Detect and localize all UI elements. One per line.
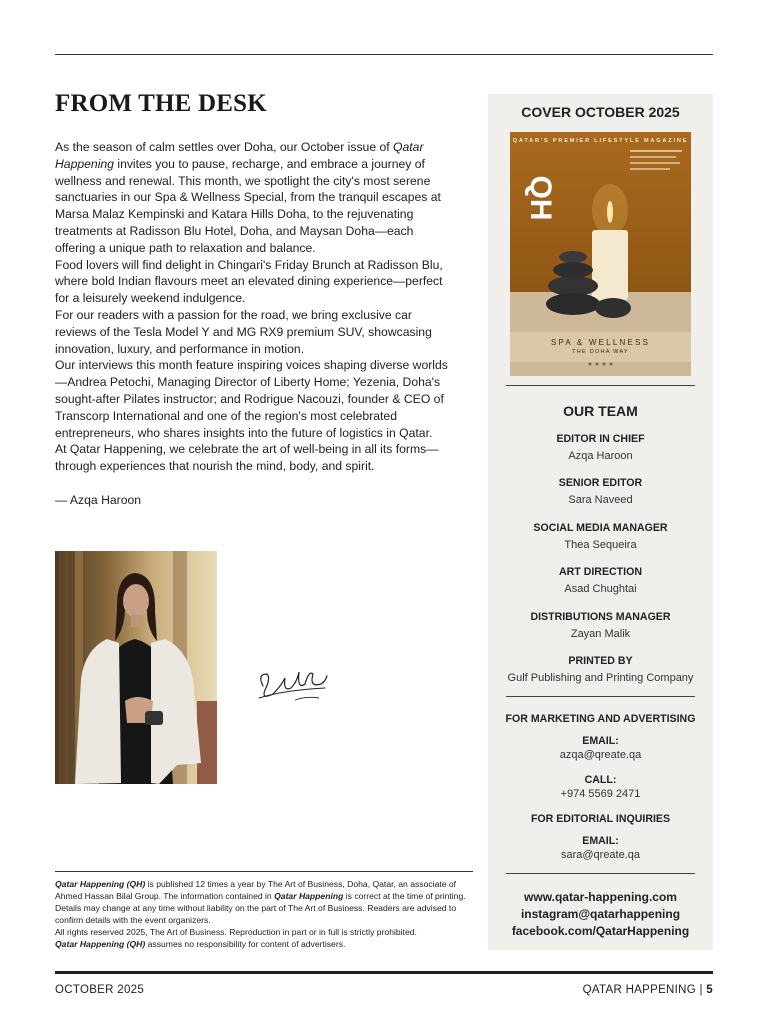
team-member: Azqa Haroon (568, 450, 633, 462)
call-label: CALL: (584, 774, 617, 786)
top-rule (55, 54, 713, 55)
cover-heading: COVER OCTOBER 2025 (521, 104, 680, 120)
footer-page-info: QATAR HAPPENING | 5 (582, 984, 713, 996)
editorial-heading: FOR EDITORIAL INQUIRIES (530, 813, 671, 825)
team-member: Thea Sequeira (564, 539, 637, 551)
bottom-rule (55, 971, 713, 974)
team-member: Sara Naveed (568, 494, 633, 506)
team-role: SENIOR EDITOR (558, 477, 643, 489)
team-member: Zayan Malik (570, 628, 631, 640)
team-role: PRINTED BY (568, 655, 633, 667)
footer-issue-date: OCTOBER 2025 (55, 984, 145, 996)
publication-name: Qatar Happening (55, 140, 424, 171)
svg-text:QH: QH (524, 175, 557, 221)
team-role: EDITOR IN CHIEF (556, 433, 645, 445)
editorial-email[interactable]: sara@qreate.qa (560, 849, 641, 861)
sidebar-panel (488, 94, 713, 950)
article-paragraph-1: As the season of calm settles over Doha, our October issue of Qatar Happening invites you to pause, recharge, and embrace a journey of wellness and renewal. This month, we spotlight the city's most serene sanctuaries in our Spa & Wellness Special, from the tranquil escapes at Marsa Malaz Kempinski and Katara Hills Doha, to the rejuvenating treatments at Radisson Blu Hotel, Doha, and Maysan Doha—each offering a unique path to relaxation and balance. (55, 140, 441, 255)
editor-photo (55, 551, 217, 784)
disclaimer-rule (55, 871, 473, 872)
team-member: Gulf Publishing and Printing Company (507, 672, 694, 684)
editorial-article (55, 139, 455, 509)
phone-number[interactable]: +974 5569 2471 (560, 788, 641, 800)
article-paragraph-3: For our readers with a passion for the road, we bring exclusive car reviews of the Tesla Model Y and MG RX9 premium SUV, showcasing innovation, luxury, and performance in motion. (55, 307, 432, 356)
team-role: SOCIAL MEDIA MANAGER (533, 522, 668, 534)
article-paragraph-5: At Qatar Happening, we celebrate the art of well-being in all its forms—through experiences that nourish the mind, body, and spirit. (55, 442, 439, 474)
cover-tagline: QATAR'S PREMIER LIFESTYLE MAGAZINE (512, 138, 689, 144)
team-heading: OUR TEAM (563, 403, 638, 419)
facebook-link[interactable]: facebook.com/QatarHappening (511, 924, 690, 938)
email-label: EMAIL: (582, 735, 619, 747)
publication-disclaimer: Qatar Happening (QH) is published 12 times a year by The Art of Business, Doha, Qatar, an associate of Ahmed Hassan Bilal Group. The information contained in Qatar Happening is correct at the time of printing. Details may change at any time without liability on the part of The Art of Business. Readers are advised to confirm details with the event organizers. All rights reserved 2025, The Art of Business. Reproduction in part or in full is strictly prohibited. Qatar Happening (QH) assumes no responsibility for content of advertisers. (55, 879, 466, 949)
editor-signature (255, 660, 330, 710)
team-role: ART DIRECTION (559, 566, 642, 578)
page-number: 5 (706, 984, 713, 996)
sidebar-rule (506, 696, 695, 697)
sidebar-rule (506, 873, 695, 874)
marketing-email[interactable]: azqa@qreate.qa (559, 749, 642, 761)
magazine-cover[interactable] (510, 132, 691, 376)
article-paragraph-2: Food lovers will find delight in Chingari's Friday Brunch at Radisson Blu, where bold Indian flavours meet an elevated dining experience—perfect for a leisurely weekend indulgence. (55, 257, 443, 306)
website-link[interactable]: www.qatar-happening.com (524, 890, 677, 904)
article-signoff: — Azqa Haroon (55, 492, 142, 507)
team-member: Asad Chughtai (564, 583, 637, 595)
cover-spa-headline: SPA & WELLNESS (550, 338, 651, 347)
team-role: DISTRIBUTIONS MANAGER (530, 611, 671, 623)
article-paragraph-4: Our interviews this month feature inspiring voices shaping diverse worlds—Andrea Petochi, Managing Director of Liberty Home; Yezenia, Doha's sought-after Pilates instructor; and Rodrigue Nacouzi, founder & CEO of Transcorp International and one of the region's most celebrated entrepreneurs, who shares insights into the future of logistics in Qatar. (55, 358, 448, 440)
page-title: FROM THE DESK (55, 90, 267, 117)
cover-subheadline: THE DOHA WAY (572, 349, 629, 355)
email-label: EMAIL: (582, 835, 619, 847)
sidebar-rule (506, 385, 695, 386)
marketing-heading: FOR MARKETING AND ADVERTISING (505, 713, 696, 725)
instagram-link[interactable]: instagram@qatarhappening (520, 907, 681, 921)
